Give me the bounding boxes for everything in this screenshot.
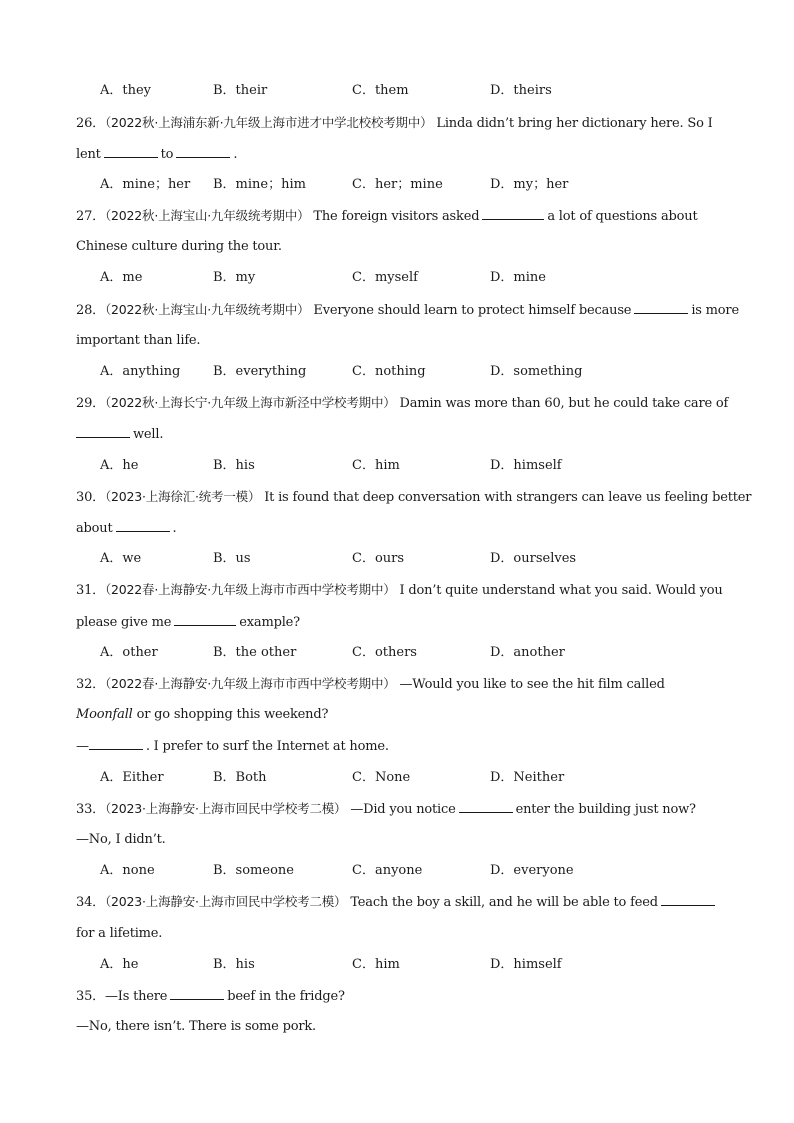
option-b: B．his bbox=[213, 458, 255, 473]
question-stem bbox=[76, 800, 726, 819]
question-stem-cont bbox=[76, 425, 726, 444]
option-b: B．everything bbox=[213, 364, 307, 379]
option-c: C．others bbox=[352, 645, 417, 660]
question-text: important than life. bbox=[76, 333, 201, 348]
option-a: A．mine；her bbox=[100, 177, 191, 192]
option-d: D．everyone bbox=[490, 863, 574, 878]
option-b: B．us bbox=[213, 551, 251, 566]
question-text: is more bbox=[691, 303, 739, 318]
option-c: C．nothing bbox=[352, 364, 426, 379]
question-stem-cont bbox=[76, 706, 726, 724]
question-text: example? bbox=[239, 615, 300, 630]
answer-blank bbox=[89, 737, 143, 750]
question-stem-cont bbox=[76, 519, 726, 538]
question-text: Chinese culture during the tour. bbox=[76, 239, 282, 254]
option-a: A．we bbox=[100, 551, 142, 566]
option-c: C．myself bbox=[352, 270, 418, 285]
question-text: a lot of questions about bbox=[547, 209, 698, 224]
question-text: Everyone should learn to protect himself because bbox=[313, 303, 632, 318]
answer-blank bbox=[482, 207, 544, 220]
option-c: C．him bbox=[352, 957, 400, 972]
question-text: or go shopping this weekend? bbox=[136, 707, 329, 722]
option-b: B．his bbox=[213, 957, 255, 972]
question-text: — bbox=[76, 739, 89, 754]
question-number: 26． bbox=[76, 116, 105, 131]
question-stem bbox=[76, 301, 739, 320]
question-source: （2023·上海静安·上海市回民中学校考二模） bbox=[104, 801, 347, 816]
question-stem-cont bbox=[76, 238, 726, 256]
question-source: （2023·上海静安·上海市回民中学校考二模） bbox=[104, 894, 347, 909]
option-d: D．my；her bbox=[490, 177, 569, 192]
question-stem bbox=[76, 114, 726, 133]
option-a: A．they bbox=[100, 83, 152, 98]
question-stem bbox=[76, 394, 729, 413]
question-number: 35． bbox=[76, 989, 105, 1004]
question-text: The foreign visitors asked bbox=[313, 209, 480, 224]
question-text: . bbox=[172, 521, 177, 536]
option-d: D．mine bbox=[490, 270, 546, 285]
question-text: —No, there isn’t. There is some pork. bbox=[76, 1019, 316, 1034]
option-c: C．ours bbox=[352, 551, 405, 566]
question-source: （2023·上海徐汇·统考一模） bbox=[104, 489, 261, 504]
question-number: 30． bbox=[76, 490, 105, 505]
question-stem-cont bbox=[76, 925, 726, 943]
option-b: B．someone bbox=[213, 863, 294, 878]
option-a: A．he bbox=[100, 957, 139, 972]
question-stem-cont bbox=[76, 145, 726, 164]
option-a: A．anything bbox=[100, 364, 181, 379]
question-number: 29． bbox=[76, 396, 105, 411]
question-number: 27． bbox=[76, 209, 105, 224]
option-a: A．he bbox=[100, 458, 139, 473]
question-number: 32． bbox=[76, 677, 105, 692]
question-text: for a lifetime. bbox=[76, 926, 163, 941]
answer-blank bbox=[174, 613, 236, 626]
option-c: C．him bbox=[352, 458, 400, 473]
option-d: D．another bbox=[490, 645, 565, 660]
film-title: Moonfall bbox=[76, 707, 133, 722]
option-d: D．ourselves bbox=[490, 551, 577, 566]
question-stem bbox=[76, 207, 726, 226]
option-d: D．himself bbox=[490, 458, 562, 473]
answer-blank bbox=[459, 800, 513, 813]
question-stem-cont bbox=[76, 332, 726, 350]
question-stem bbox=[76, 987, 726, 1006]
question-source: （2022秋·上海长宁·九年级上海市新泾中学校考期中） bbox=[104, 395, 396, 410]
question-text: —Did you notice bbox=[350, 802, 456, 817]
option-d: D．Neither bbox=[490, 770, 565, 785]
question-number: 34． bbox=[76, 895, 105, 910]
option-b: B．their bbox=[213, 83, 268, 98]
answer-blank bbox=[661, 893, 715, 906]
answer-blank bbox=[104, 145, 158, 158]
question-source: （2022春·上海静安·九年级上海市市西中学校考期中） bbox=[104, 676, 396, 691]
answer-blank bbox=[170, 987, 224, 1000]
question-stem bbox=[76, 675, 726, 694]
question-text: It is found that deep conversation with strangers can leave us feeling better bbox=[264, 490, 752, 505]
question-text: I don’t quite understand what you said. Would you bbox=[399, 583, 723, 598]
option-b: B．the other bbox=[213, 645, 297, 660]
answer-blank bbox=[76, 425, 130, 438]
question-text: —No, I didn’t. bbox=[76, 832, 166, 847]
question-text: please give me bbox=[76, 615, 172, 630]
question-source: （2022秋·上海宝山·九年级统考期中） bbox=[104, 302, 310, 317]
question-reply bbox=[76, 831, 726, 849]
option-d: D．something bbox=[490, 364, 583, 379]
question-stem bbox=[76, 488, 752, 507]
question-number: 33． bbox=[76, 802, 105, 817]
question-source: （2022春·上海静安·九年级上海市市西中学校考期中） bbox=[104, 582, 396, 597]
question-source: （2022秋·上海宝山·九年级统考期中） bbox=[104, 208, 310, 223]
question-text: . I prefer to surf the Internet at home. bbox=[145, 739, 389, 754]
question-text: beef in the fridge? bbox=[227, 989, 345, 1004]
answer-blank bbox=[116, 519, 170, 532]
option-b: B．mine；him bbox=[213, 177, 306, 192]
question-text: lent bbox=[76, 147, 101, 162]
question-source: （2022秋·上海浦东新·九年级上海市进才中学北校校考期中） bbox=[104, 115, 433, 130]
answer-blank bbox=[634, 301, 688, 314]
option-a: A．other bbox=[100, 645, 158, 660]
question-text: enter the building just now? bbox=[515, 802, 696, 817]
option-a: A．none bbox=[100, 863, 155, 878]
option-c: C．them bbox=[352, 83, 409, 98]
option-c: C．her；mine bbox=[352, 177, 443, 192]
question-stem bbox=[76, 893, 726, 912]
option-b: B．Both bbox=[213, 770, 267, 785]
question-text: Damin was more than 60, but he could take care of bbox=[399, 396, 729, 411]
option-d: D．himself bbox=[490, 957, 562, 972]
question-number: 28． bbox=[76, 303, 105, 318]
question-text: Linda didn’t bring her dictionary here. So I bbox=[436, 116, 713, 131]
question-text: Teach the boy a skill, and he will be able to feed bbox=[350, 895, 658, 910]
option-a: A．me bbox=[100, 270, 143, 285]
question-reply bbox=[76, 1018, 726, 1036]
question-reply bbox=[76, 737, 726, 756]
option-c: C．None bbox=[352, 770, 411, 785]
option-c: C．anyone bbox=[352, 863, 423, 878]
question-text: well. bbox=[133, 427, 164, 442]
question-number: 31． bbox=[76, 583, 105, 598]
question-text: —Would you like to see the hit film called bbox=[399, 677, 665, 692]
question-text: to bbox=[160, 147, 174, 162]
question-text: —Is there bbox=[104, 989, 168, 1004]
option-a: A．Either bbox=[100, 770, 164, 785]
answer-blank bbox=[176, 145, 230, 158]
question-stem bbox=[76, 581, 726, 600]
option-b: B．my bbox=[213, 270, 256, 285]
question-stem-cont bbox=[76, 613, 726, 632]
question-text: about bbox=[76, 521, 113, 536]
question-text: . bbox=[233, 147, 238, 162]
option-d: D．theirs bbox=[490, 83, 552, 98]
